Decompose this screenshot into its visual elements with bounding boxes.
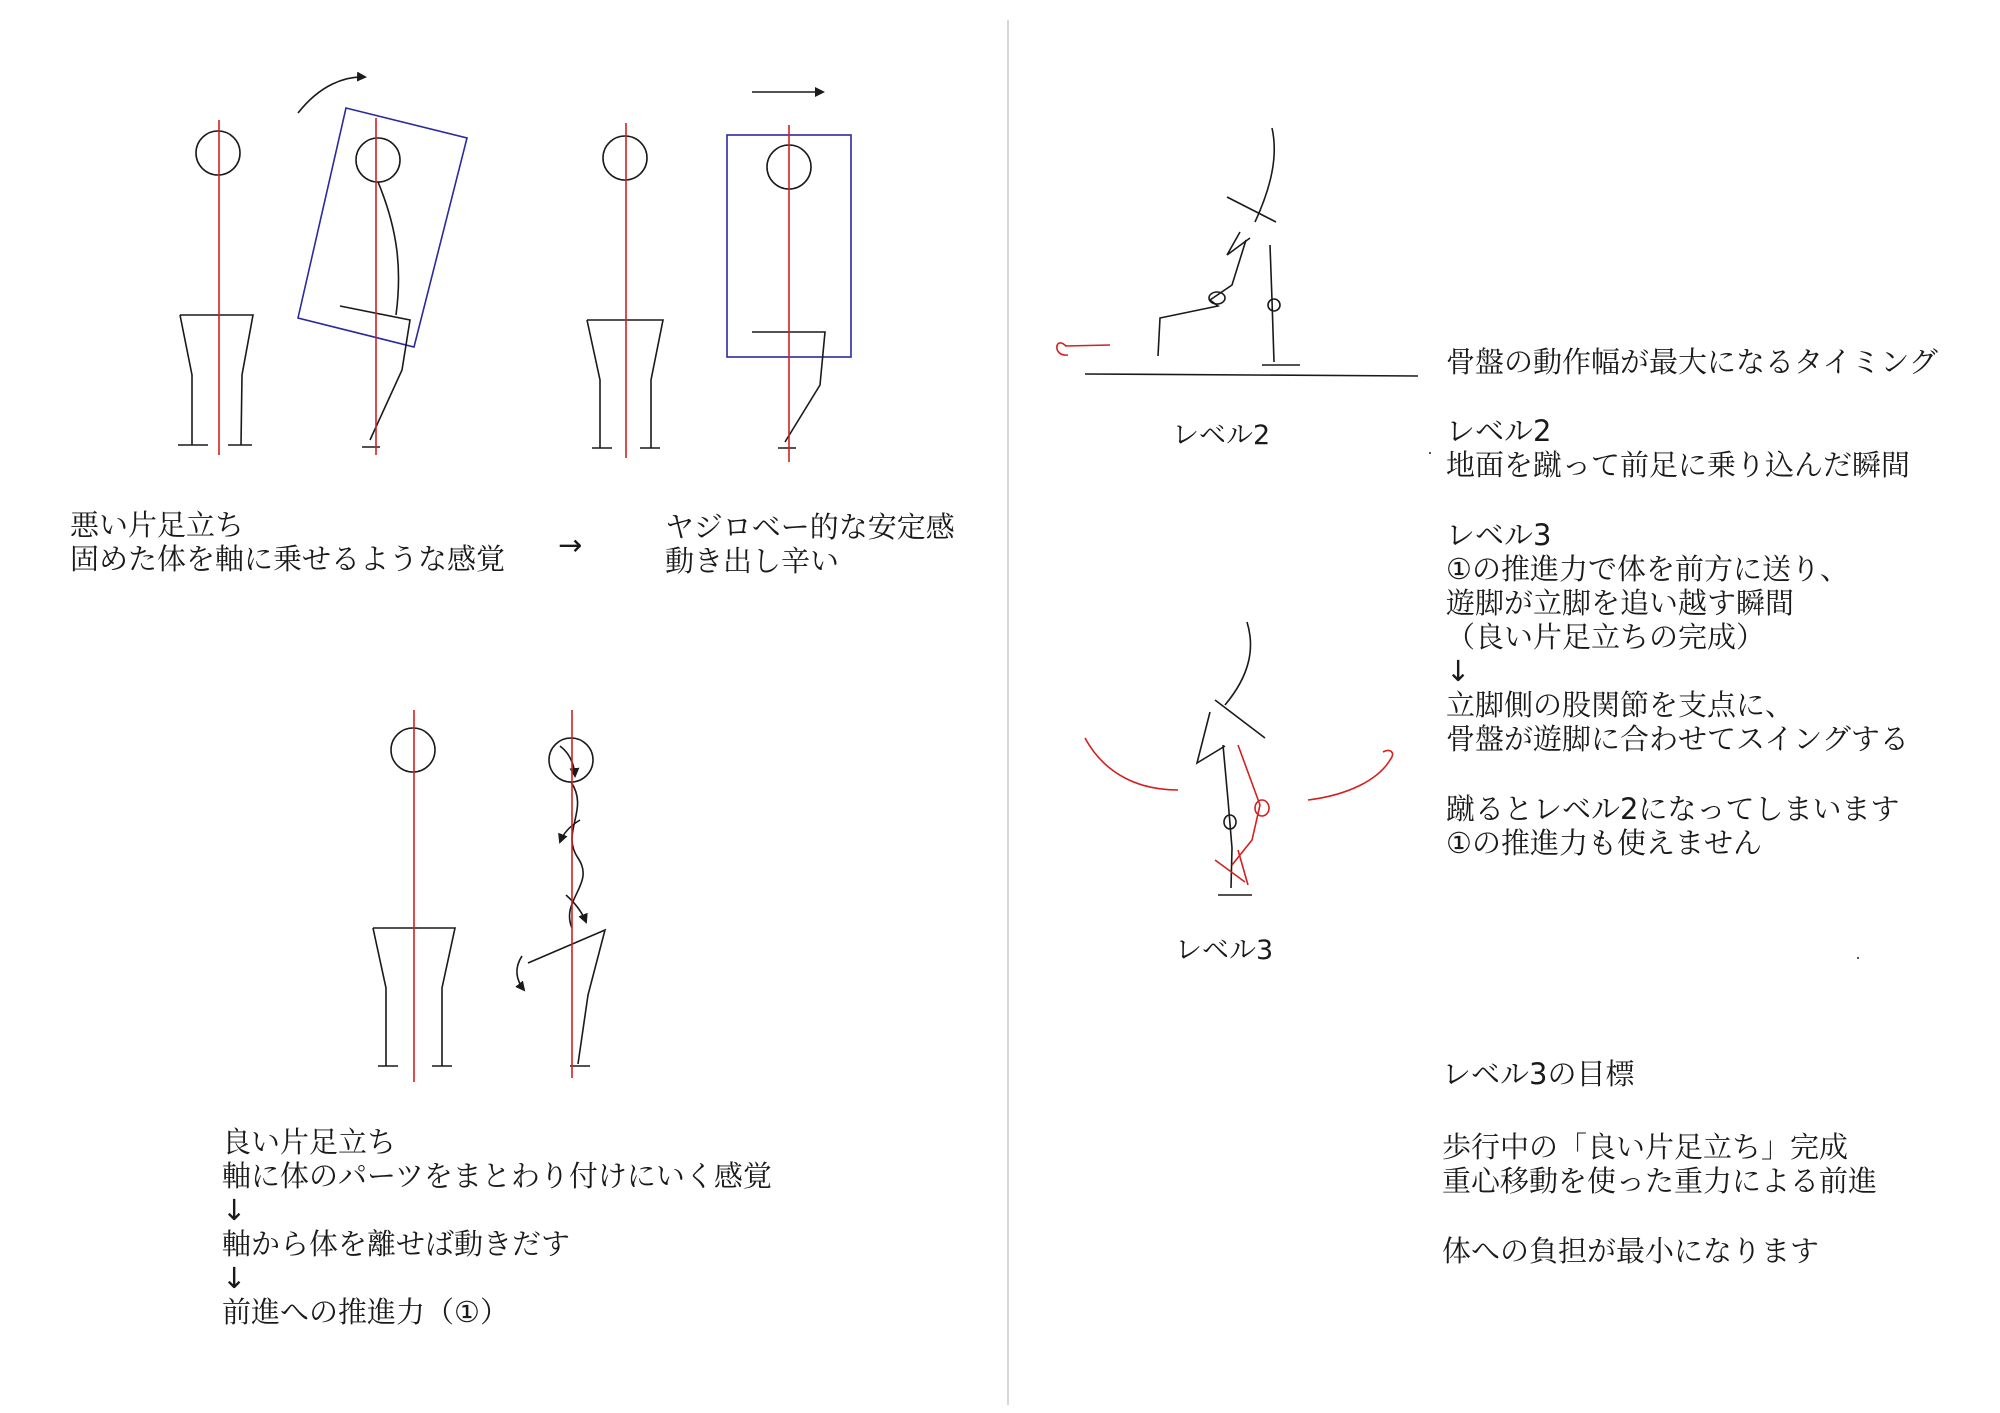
figure-balance-toy-sliding bbox=[727, 92, 851, 462]
swing-knee bbox=[1255, 800, 1269, 816]
figure-bad-stance-tilting bbox=[298, 77, 467, 455]
figure-level2 bbox=[1057, 128, 1418, 376]
level3-line2: 遊脚が立脚を追い越す瞬間 bbox=[1446, 586, 1795, 620]
kick-warning-2: ①の推進力も使えません bbox=[1446, 826, 1762, 860]
head-circle bbox=[391, 728, 435, 772]
balance-toy-desc: 動き出し辛い bbox=[665, 544, 840, 578]
level2-title: レベル2 bbox=[1446, 414, 1552, 448]
balance-toy-title: ヤジロベー的な安定感 bbox=[665, 510, 955, 544]
stray-dot bbox=[1857, 957, 1859, 959]
level3-line4: 立脚側の股関節を支点に、 bbox=[1446, 688, 1795, 722]
good-stance-propulsion: 前進への推進力（①） bbox=[222, 1295, 509, 1329]
figure-level3 bbox=[1085, 622, 1392, 895]
level3-line3: （良い片足立ちの完成） bbox=[1446, 620, 1766, 654]
push-arrow-red bbox=[1057, 343, 1110, 355]
goal-line2: 重心移動を使った重力による前進 bbox=[1442, 1164, 1878, 1198]
hip-arrow bbox=[517, 956, 524, 990]
level3-title: レベル3 bbox=[1446, 518, 1552, 552]
level3-down-arrow: ↓ bbox=[1446, 654, 1471, 688]
good-stance-title: 良い片足立ち bbox=[222, 1125, 397, 1159]
torso bbox=[1255, 128, 1274, 222]
pelvis-timing: 骨盤の動作幅が最大になるタイミング bbox=[1446, 345, 1938, 379]
head-circle bbox=[196, 131, 240, 175]
pelvis-line bbox=[340, 306, 410, 440]
level3-caption: レベル3 bbox=[1175, 935, 1274, 966]
good-stance-move: 軸から体を離せば動きだす bbox=[222, 1227, 571, 1261]
figure-good-stance-wrapping bbox=[517, 710, 605, 1078]
level2-caption: レベル2 bbox=[1172, 420, 1271, 451]
spine-curve bbox=[378, 182, 399, 315]
spine-arrow-left bbox=[560, 820, 580, 842]
down-arrow-1: ↓ bbox=[222, 1193, 247, 1227]
figure-good-stance-standing bbox=[373, 710, 455, 1082]
rear-leg bbox=[1158, 240, 1246, 356]
pelvis bbox=[1197, 700, 1265, 763]
head-circle bbox=[603, 136, 647, 180]
swing-arc-left bbox=[1085, 738, 1178, 790]
tilted-pelvis bbox=[528, 930, 605, 1064]
swing-arc-right bbox=[1308, 750, 1392, 800]
pelvis-legs bbox=[180, 315, 253, 445]
level2-desc: 地面を蹴って前足に乗り込んだ瞬間 bbox=[1446, 448, 1911, 482]
pelvis bbox=[1227, 197, 1276, 255]
kick-warning-1: 蹴るとレベル2になってしまいます bbox=[1446, 792, 1900, 826]
knee bbox=[1209, 292, 1225, 304]
bad-stance-desc: 固めた体を軸に乗せるような感覚 bbox=[70, 542, 506, 576]
figure-balance-toy-standing bbox=[587, 123, 663, 458]
knee bbox=[1268, 299, 1280, 311]
good-stance-desc: 軸に体のパーツをまとわり付けにいく感覚 bbox=[222, 1159, 772, 1193]
figure-bad-stance-standing bbox=[178, 120, 253, 455]
stray-dot bbox=[1429, 452, 1431, 454]
level3-line5: 骨盤が遊脚に合わせてスイングする bbox=[1446, 722, 1909, 756]
pelvis-legs bbox=[587, 320, 663, 448]
bad-stance-title: 悪い片足立ち bbox=[70, 508, 245, 542]
transition-arrow: → bbox=[558, 528, 583, 562]
goal-title: レベル3の目標 bbox=[1442, 1057, 1635, 1091]
goal-line1: 歩行中の「良い片足立ち」完成 bbox=[1442, 1130, 1849, 1164]
torso bbox=[1225, 622, 1251, 705]
rigid-body-frame bbox=[298, 108, 467, 347]
rotation-arrow bbox=[298, 77, 365, 113]
down-arrow-2: ↓ bbox=[222, 1261, 247, 1295]
goal-line3: 体への負担が最小になります bbox=[1442, 1234, 1820, 1268]
level3-line1: ①の推進力で体を前方に送り、 bbox=[1446, 552, 1849, 586]
front-leg bbox=[1270, 245, 1274, 362]
ground-line bbox=[1085, 374, 1418, 376]
head-circle bbox=[356, 138, 400, 182]
